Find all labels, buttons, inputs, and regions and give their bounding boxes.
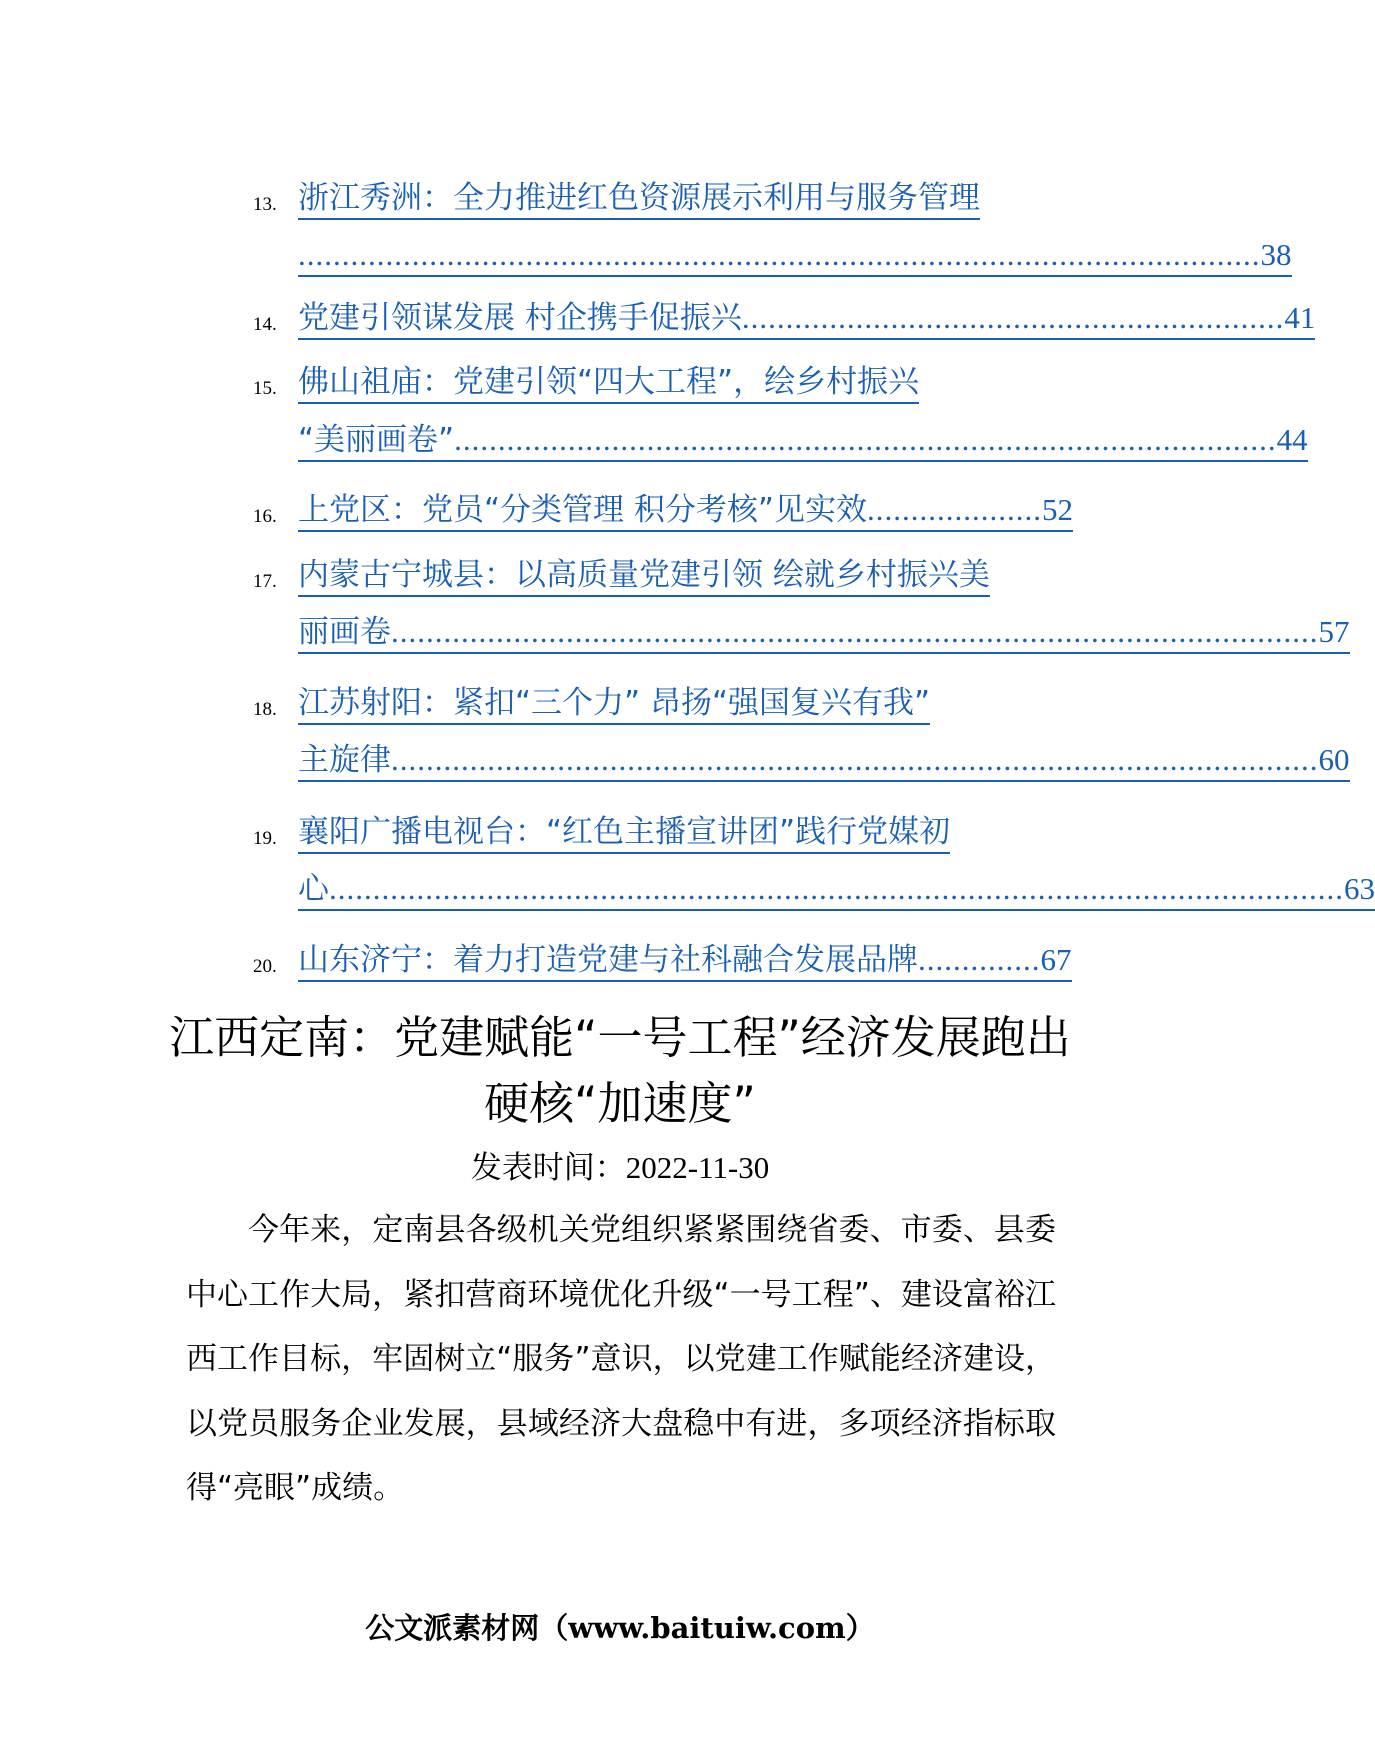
toc-entry-number: 18. — [253, 699, 277, 720]
toc-entry-number: 13. — [253, 194, 277, 215]
toc-leader-dots: .......................................................................................................... — [391, 612, 1319, 654]
toc-entry-title: 主旋律 — [298, 740, 391, 782]
toc-entry-title: 上党区：党员“分类管理 积分考核”见实效 — [298, 490, 867, 532]
toc-entry-link[interactable] — [298, 606, 1350, 654]
toc-entry-title: 浙江秀洲：全力推进红色资源展示利用与服务管理 — [298, 178, 980, 220]
footer-watermark: 公文派素材网（www.baituiw.com） — [365, 1611, 875, 1645]
toc-page-number: 60 — [1319, 740, 1350, 782]
toc-entry-title: 山东济宁：着力打造党建与社科融合发展品牌 — [298, 940, 918, 982]
toc-entry-link[interactable] — [298, 806, 1046, 854]
toc-leader-dots: .............................................................. — [742, 298, 1285, 340]
toc-entry-title: 江苏射阳：紧扣“三个力” 昂扬“强国复兴有我” — [298, 683, 930, 725]
toc-entry-number: 16. — [253, 506, 277, 527]
toc-page-number: 38 — [1261, 235, 1292, 277]
toc-entry-number: 15. — [253, 378, 277, 399]
toc-page-number: 57 — [1319, 612, 1350, 654]
toc-entry-link[interactable] — [298, 292, 1316, 340]
toc-entry-link[interactable] — [298, 356, 1046, 404]
toc-entry-title: 党建引领谋发展 村企携手促振兴 — [298, 298, 742, 340]
toc-leader-dots: .................................................................................................................... — [329, 869, 1344, 911]
toc-entry-number: 20. — [253, 956, 277, 977]
toc-page-number: 41 — [1284, 298, 1315, 340]
toc-entry-link[interactable] — [298, 863, 1375, 911]
toc-entry-link[interactable] — [298, 734, 1350, 782]
toc-leader-dots: .............. — [918, 940, 1041, 982]
toc-leader-dots: .............................................................................................................. — [298, 235, 1261, 277]
toc-entry-number: 19. — [253, 828, 277, 849]
toc-entry-title: 襄阳广播电视台：“红色主播宣讲团”践行党媒初 — [298, 812, 950, 854]
toc-entry-number: 17. — [253, 571, 277, 592]
toc-entry-link[interactable] — [298, 484, 1073, 532]
article-title: 江西定南：党建赋能“一号工程”经济发展跑出硬核“加速度” — [169, 1011, 1071, 1130]
toc-entry-title: 佛山祖庙：党建引领“四大工程”，绘乡村振兴 — [298, 362, 919, 404]
article-paragraph: 今年来，定南县各级机关党组织紧紧围绕省委、市委、县委中心工作大局，紧扣营商环境优化升级“一号工程”、建设富裕江西工作目标，牢固树立“服务”意识，以党建工作赋能经济建设，以党员服务企业发展，县域经济大盘稳中有进，多项经济指标取得“亮眼”成绩。 — [186, 1212, 1056, 1506]
toc-entry-link[interactable] — [298, 172, 1046, 220]
toc-entry-number: 14. — [253, 314, 277, 335]
toc-leader-dots: .......................................................................................................... — [391, 740, 1319, 782]
toc-entry-title: 内蒙古宁城县：以高质量党建引领 绘就乡村振兴美 — [298, 555, 990, 597]
publish-time-label: 发表时间： — [470, 1150, 626, 1186]
toc-page-number: 44 — [1277, 420, 1308, 462]
toc-leader-dots: .............................................................................................. — [454, 420, 1277, 462]
toc-entry-link[interactable] — [298, 549, 1046, 597]
toc-entry-link[interactable] — [298, 934, 1072, 982]
publish-time — [0, 1148, 1240, 1188]
toc-page-number: 63 — [1344, 869, 1375, 911]
toc-entry-title: “美丽画卷” — [298, 420, 454, 462]
toc-page-number: 67 — [1041, 940, 1072, 982]
toc-leader-dots: .................... — [867, 490, 1042, 532]
toc-page-number: 52 — [1042, 490, 1073, 532]
toc-entry-link[interactable] — [298, 229, 1292, 277]
toc-entry-title: 丽画卷 — [298, 612, 391, 654]
toc-entry-link[interactable] — [298, 677, 1046, 725]
publish-date: 2022-11-30 — [625, 1150, 770, 1185]
toc-entry-title: 心 — [298, 869, 329, 911]
toc-entry-link[interactable] — [298, 414, 1308, 462]
